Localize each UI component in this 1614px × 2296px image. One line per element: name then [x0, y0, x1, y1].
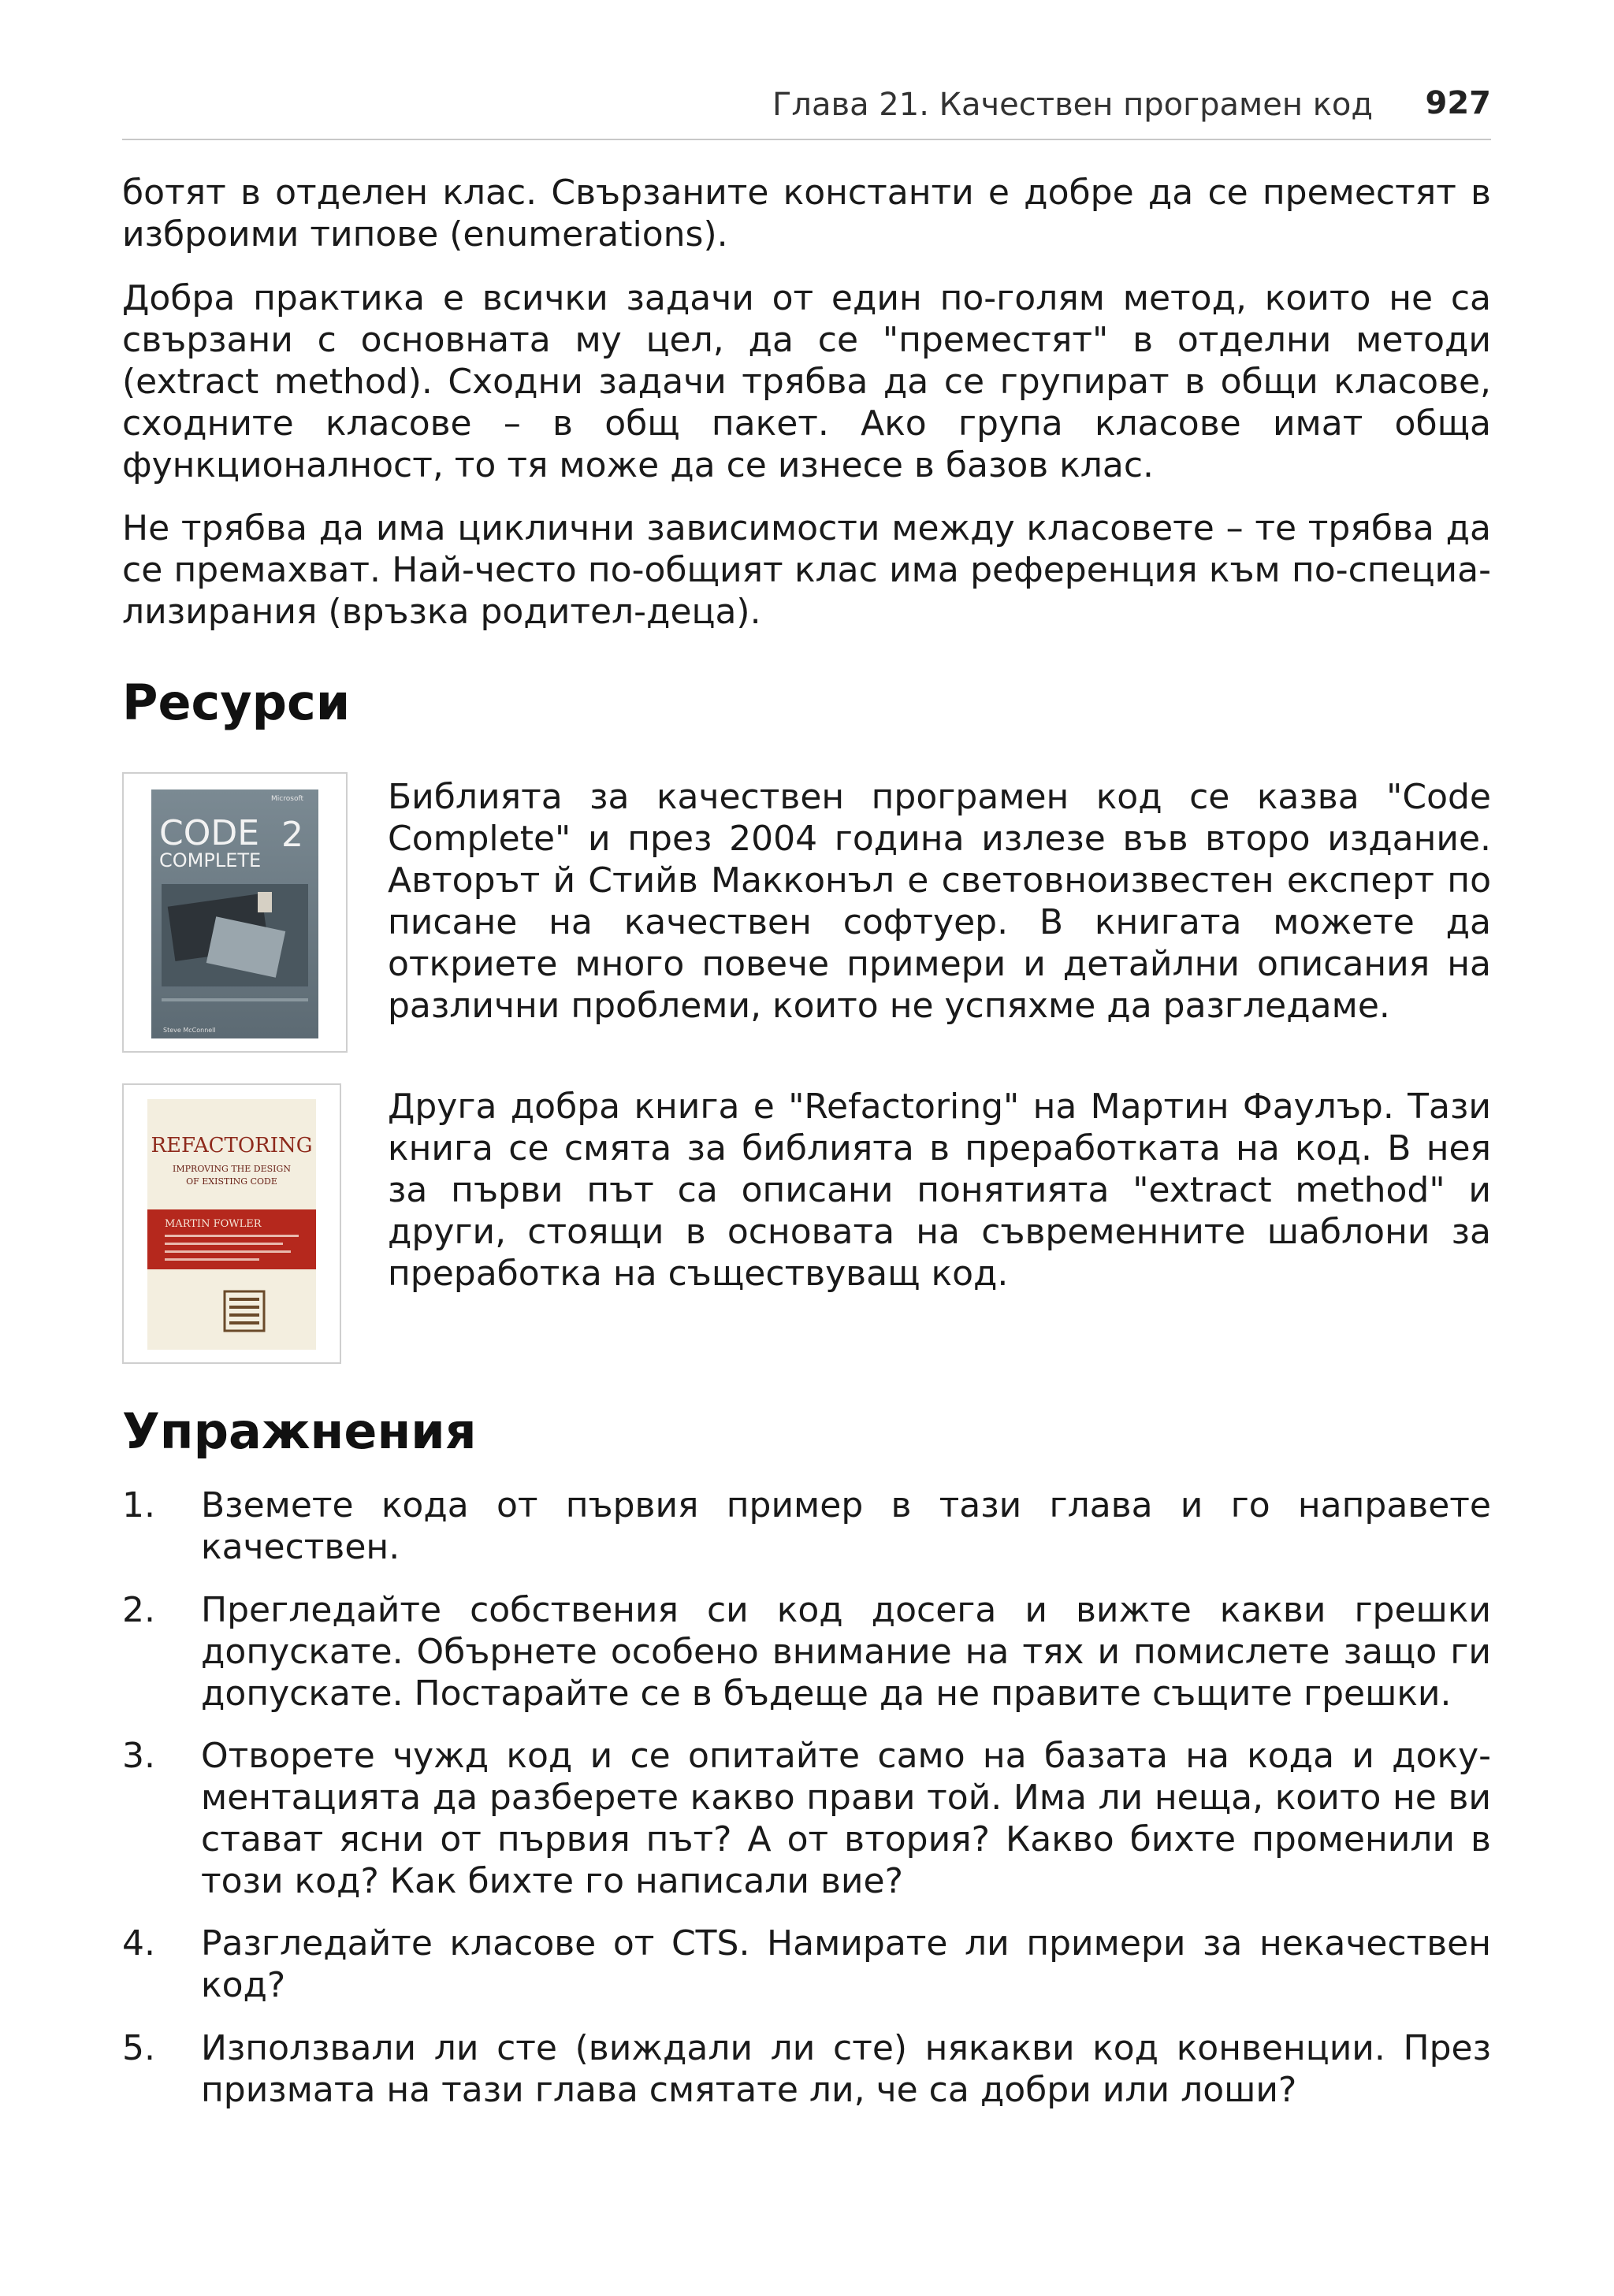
cover-author: Steve McConnell [163, 1027, 216, 1034]
exercise-text: Прегледайте собствения си код досега и вижте какви грешки допускате. Обърнете особено внимание на тях и помислете защо ги допускате. Постарайте се в бъдеще да не правите същите грешки. [201, 1590, 1491, 1714]
exercise-text: Отворете чужд код и се опитайте само на базата на кода и доку-ментацията да разберете какво прави той. Има ли неща, които не ви стават ясни от първия път? А от втория? Какво бихте променили в този код? Как бихте го написали вие? [201, 1736, 1491, 1901]
cover-subtitle-line2: OF EXISTING CODE [186, 1176, 277, 1187]
code-complete-description: Библията за качествен програмен код се казва "Code Complete" и през 2004 година излезе във второ издание. Авторът й Стийв Макконъл е световноизвестен експерт по писане на качествен софтуер. В книгата можете да откриете много повече примери и детайлни описания на различни проблеми, които не успяхме да разгледаме. [388, 777, 1491, 1026]
exercise-number: 4. [122, 1923, 155, 1963]
refactoring-description: Друга добра книга е "Refactoring" на Мартин Фаулър. Тази книга се смята за библията в преработката на код. В нея за първи път са описани понятията "extract method" и други, стоящи в основата на съвременните шаблони за преработка на съществуващ код. [388, 1087, 1491, 1294]
code-complete-cover [122, 772, 348, 1053]
cover-author: MARTIN FOWLER [165, 1218, 262, 1230]
cover-subtitle-line1: IMPROVING THE DESIGN [173, 1164, 291, 1174]
code-complete-cover-image [124, 774, 346, 1051]
exercise-number: 5. [122, 2028, 155, 2068]
paragraph-3: Не трябва да има циклични зависимости между класовете – те трябва да се премахват. Най-често по-общият клас има референция към по-специа-лизирания (връзка родител-деца). [122, 508, 1491, 632]
exercises-heading: Упражнения [122, 1402, 477, 1460]
paragraph-2: Добра практика е всички задачи от един по-голям метод, които не са свързани с основната му цел, да се "преместят" в отделни методи (extract method). Сходни задачи трябва да се групират в общи класове, сходните класове – в общ пакет. Ако група класове имат обща функционалност, то тя може да се изнесе в базов клас. [122, 278, 1491, 485]
refactoring-cover-image [124, 1085, 340, 1362]
cover-edition: 2 [281, 815, 303, 855]
header-divider [122, 139, 1491, 140]
page-number: 927 [1425, 85, 1491, 121]
page-header [122, 79, 1491, 129]
cover-title-line1: CODE [159, 813, 260, 853]
exercise-number: 1. [122, 1485, 155, 1525]
paragraph-1: ботят в отделен клас. Свързаните константи е добре да се преместят в изброими типове (enumerations). [122, 173, 1491, 254]
resources-heading: Ресурси [122, 674, 351, 731]
exercise-text: Използвали ли сте (виждали ли сте) някакви код конвенции. През призмата на тази глава смятате ли, че са добри или лоши? [201, 2028, 1491, 2110]
refactoring-cover [122, 1083, 341, 1364]
cover-publisher: Microsoft [271, 795, 303, 803]
exercise-text: Разгледайте класове от CTS. Намирате ли примери за некачествен код? [201, 1923, 1491, 2005]
exercise-number: 2. [122, 1590, 155, 1630]
cover-title-line2: COMPLETE [159, 849, 262, 871]
exercise-number: 3. [122, 1736, 155, 1776]
cover-title: REFACTORING [151, 1134, 313, 1157]
exercise-text: Вземете кода от първия пример в тази глава и го направете качествен. [201, 1485, 1491, 1567]
chapter-title: Глава 21. Качествен програмен код [772, 87, 1373, 123]
